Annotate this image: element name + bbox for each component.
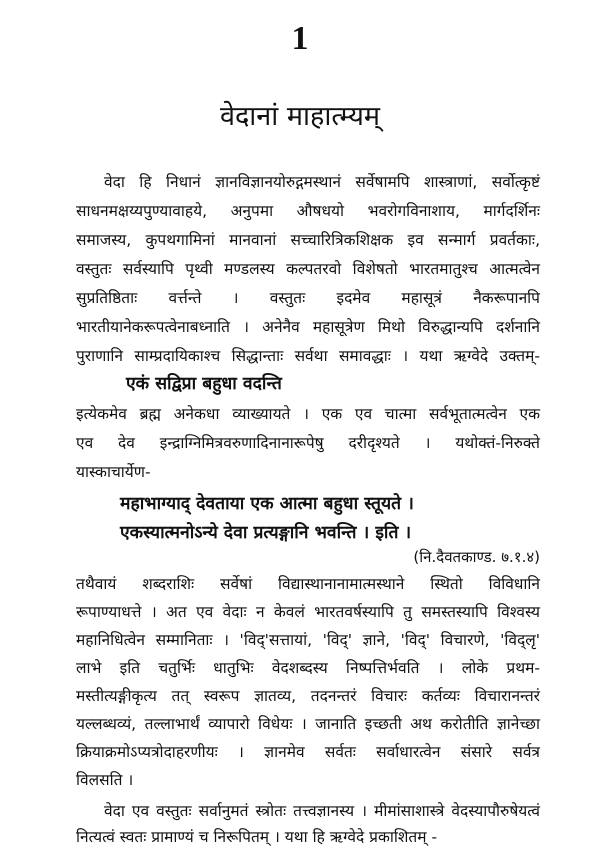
para3-line: क्रियाक्रमोऽप्यत्रोदाहरणीयः । ज्ञानमेव सर्वतः सर्वाधारत्वेन संसारे सर्वत्र (76, 743, 540, 761)
para4-line: वेदा एव वस्तुतः सर्वानुमतं स्त्रोतः तत्त्वज्ञानस्य । मीमांसाशास्त्रे वेदस्यापौरुषेयत्वं (104, 802, 540, 820)
verse-quote: महाभाग्याद् देवताया एक आत्मा बहुधा स्तूयते । (120, 494, 414, 514)
verse-quote: एकस्यात्मनोऽन्ये देवा प्रत्यङ्गानि भवन्ति । इति । (120, 523, 412, 543)
para1-line: वस्तुतः सर्वस्यापि पृथ्वी मण्डलस्य कल्पतरवो विशेषतो भारतमातुश्च आत्मत्वेन (76, 260, 540, 278)
para2-line: एव देव इन्द्राग्निमित्रवरुणादिनानारूपेषु दरीदृश्यते । यथोक्तं-निरुक्ते (76, 434, 540, 452)
verse-quote: एकं सद्विप्रा बहुधा वदन्ति (126, 374, 282, 394)
para1-line: समाजस्य, कुपथगामिनां मानवानां सच्चारित्रिकशिक्षक इव सन्मार्ग प्रवर्तकाः, (76, 231, 540, 249)
para4-line: नित्यत्वं स्वतः प्रामाण्यं च निरूपितम् । यथा हि ऋग्वेदे प्रकाशितम् - (76, 828, 438, 846)
para3-line: रूपाण्याधत्ते । अत एव वेदाः न केवलं भारतवर्षस्यापि तु समस्तस्यापि विश्वस्य (76, 603, 540, 621)
para1-line: भारतीयानेकरूपत्वेनाबध्नाति । अनेनैव महासूत्रेण मिथो विरुद्धान्यपि दर्शनानि (76, 318, 540, 336)
chapter-number: 1 (291, 20, 309, 57)
para2-line: यास्काचार्येण- (76, 463, 151, 481)
citation: (नि.दैवतकाण्ड. ७.१.४) (413, 548, 540, 566)
chapter-title: वेदानां माहात्म्यम् (219, 101, 381, 132)
para3-line: मस्तीत्यङ्गीकृत्य तत् स्वरूप ज्ञातव्य, तदनन्तरं विचारः कर्तव्यः विचारानन्तरं (76, 687, 540, 705)
para1-line: वेदा हि निधानं ज्ञानविज्ञानयोरुद्गमस्थानं सर्वेषामपि शास्त्राणां, सर्वोत्कृष्टं (104, 173, 540, 191)
para3-line: महानिधित्वेन सम्मानिताः । 'विद्'सत्तायां, 'विद्' ज्ञाने, 'विद्' विचारणे, 'विद्लृ' (76, 631, 540, 649)
para1-line: पुराणानि साम्प्रदायिकाश्च सिद्धान्ताः सर्वथा समावद्धाः । यथा ऋग्वेदे उक्तम्- (76, 347, 540, 365)
para1-line: सुप्रतिष्ठिताः वर्त्तन्ते । वस्तुतः इदमेव महासूत्रं नैकरूपानपि (76, 289, 540, 307)
para3-line: लाभे इति चतुर्भिः धातुभिः वेदशब्दस्य निष्पत्तिर्भवति । लोके प्रथम- (76, 659, 540, 677)
para1-line: साधनमक्षय्यपुण्यावाहये, अनुपमा औषधयो भवरोगविनाशाय, मार्गदर्शिनः (76, 202, 540, 220)
para3-line: यल्लब्धव्यं, तल्लाभार्थं व्यापारो विधेयः । जानाति इच्छती अथ करोतीति ज्ञानेच्छा (76, 715, 540, 733)
para2-line: इत्येकमेव ब्रह्म अनेकधा व्याख्यायते । एक एव चात्मा सर्वभूतात्मत्वेन एक (76, 405, 540, 423)
para3-line: विलसति । (76, 771, 134, 789)
para3-line: तथैवायं शब्दराशिः सर्वेषां विद्यास्थानानामात्मस्थाने स्थितो विविधानि (76, 575, 540, 593)
